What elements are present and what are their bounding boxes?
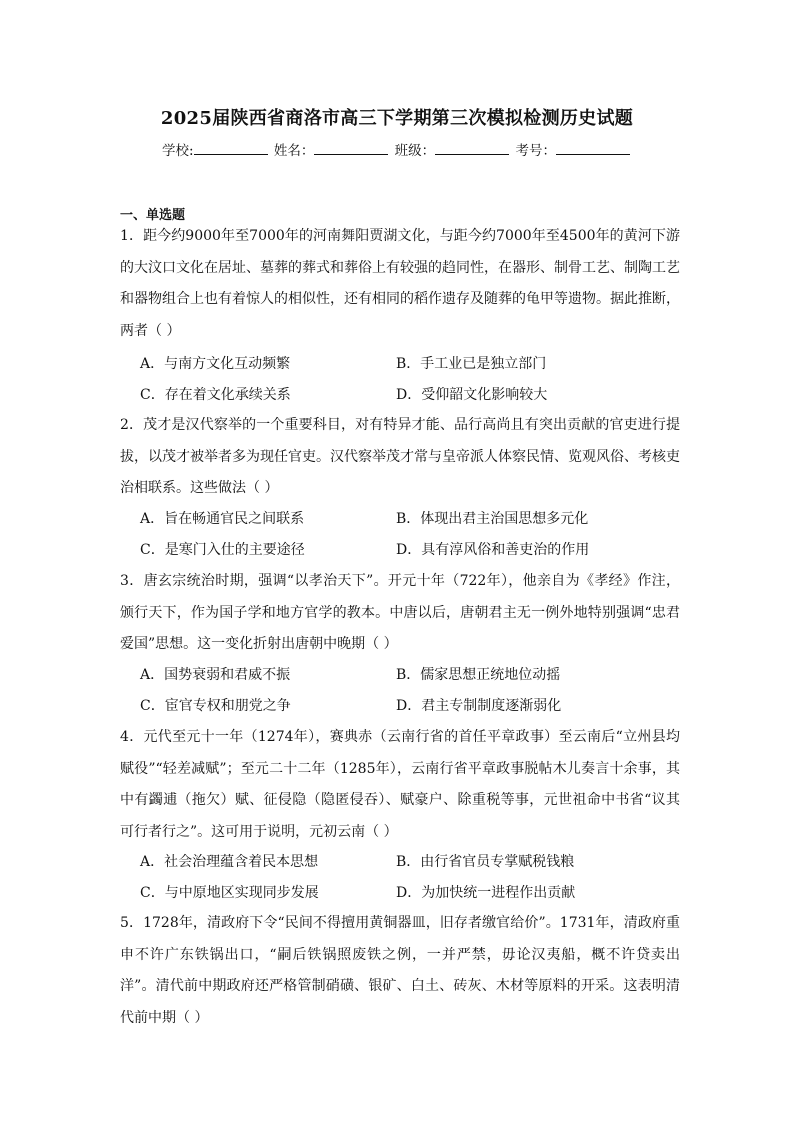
option-a[interactable]: A．社会治理蕴含着民本思想 <box>140 853 319 870</box>
question-5-stem: 5．1728年，清政府下令“民间不得擅用黄铜器皿，旧存者缴官给价”。1731年，清政府重申不许广东铁锅出口，“嗣后铁锅照废铁之例，一并严禁，毋论汉夷船，概不许贷卖出洋”。清代前中期政府还严格管制硝磺、银矿、白土、砖灰、木材等原料的开采。这表明清代前中期（ ） <box>120 915 680 1026</box>
class-blank[interactable] <box>435 144 509 155</box>
question-2-stem: 2．茂才是汉代察举的一个重要科目，对有特异才能、品行高尚且有突出贡献的官吏进行提拔，以茂才被举者多为现任官吏。汉代察举茂才常与皇帝派人体察民情、览观风俗、考核吏治相联系。这些做法（ ） <box>120 417 680 496</box>
question-2-options <box>140 502 680 565</box>
option-d[interactable]: D．君主专制制度逐渐弱化 <box>396 698 562 715</box>
option-a[interactable]: A．与南方文化互动频繁 <box>140 355 291 372</box>
class-label: 班级： <box>394 143 436 159</box>
option-c[interactable]: C．存在着文化承续关系 <box>140 387 291 404</box>
question-4-stem: 4．元代至元十一年（1274年），赛典赤（云南行省的首任平章政事）至云南后“立州县均赋役”“轻差减赋”；至元二十二年（1285年），云南行省平章政事脱帖木儿奏言十余事，其中有蠲逋（拖欠）赋、征侵隐（隐匿侵吞）、赋豪户、除重税等事，元世祖命中书省“议其可行者行之”。这可用于说明，元初云南（ ） <box>120 729 680 840</box>
school-blank[interactable] <box>194 144 268 155</box>
name-blank[interactable] <box>314 144 388 155</box>
section-heading: 一、单选题 <box>120 208 186 223</box>
option-b[interactable]: B．由行省官员专掌赋税钱粮 <box>396 853 575 870</box>
question-4-options <box>140 845 680 908</box>
name-label: 姓名： <box>273 143 315 159</box>
exam-no-label: 考号： <box>515 143 556 159</box>
option-b[interactable]: B．手工业已是独立部门 <box>396 355 547 372</box>
question-1-stem: 1．距今约9000年至7000年的河南舞阳贾湖文化，与距今约7000年至4500年的黄河下游的大汶口文化在居址、墓葬的葬式和葬俗上有较强的趋同性，在器形、制骨工艺、制陶工艺和器物组合上也有着惊人的相似性，还有相同的稻作遗存及随葬的龟甲等遗物。据此推断，两者（ ） <box>120 228 680 339</box>
option-d[interactable]: D．为加快统一进程作出贡献 <box>396 885 576 902</box>
option-c[interactable]: C．与中原地区实现同步发展 <box>140 885 319 902</box>
option-d[interactable]: D．受仰韶文化影响较大 <box>396 387 548 404</box>
exam-title: 2025届陕西省商洛市高三下学期第三次模拟检测历史试题 <box>160 108 634 129</box>
exam-no-blank[interactable] <box>556 144 630 155</box>
question-3-stem: 3．唐玄宗统治时期，强调“以孝治天下”。开元十年（722年），他亲自为《孝经》作注，颁行天下，作为国子学和地方官学的教本。中唐以后，唐朝君主无一例外地特别强调“忠君爱国”思想。这一变化折射出唐朝中晚期（ ） <box>120 573 680 652</box>
option-c[interactable]: C．宦官专权和朋党之争 <box>140 698 291 715</box>
option-a[interactable]: A．旨在畅通官民之间联系 <box>140 510 305 527</box>
student-info-line <box>0 139 794 159</box>
option-b[interactable]: B．体现出君主治国思想多元化 <box>396 510 589 527</box>
question-3-options <box>140 658 680 721</box>
option-d[interactable]: D．具有淳风俗和善吏治的作用 <box>396 542 590 559</box>
question-1-options <box>140 347 680 410</box>
option-c[interactable]: C．是寒门入仕的主要途径 <box>140 542 305 559</box>
option-a[interactable]: A．国势衰弱和君威不振 <box>140 666 291 683</box>
option-b[interactable]: B．儒家思想正统地位动摇 <box>396 666 561 683</box>
school-label: 学校: <box>162 143 194 159</box>
